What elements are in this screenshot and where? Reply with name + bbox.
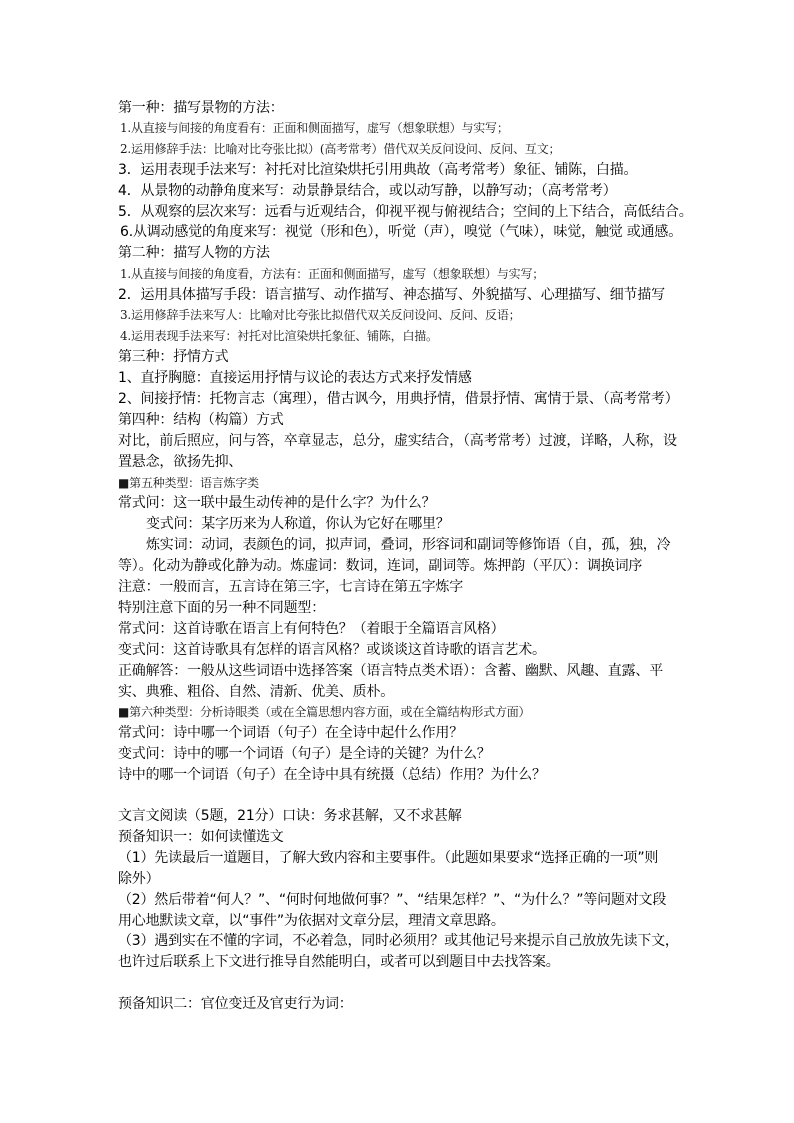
text-line: 除外） [118,871,160,887]
text-line: 等）。化动为静或化静为动。炼虚词：数词，连词，副词等。炼押韵（平仄）：调换词序 [118,558,643,574]
text-line: （3）遇到实在不懂的字词，不必着急，同时必须用？或其他记号来提示自己放放先读下文， [118,933,679,949]
text-line: 变式问：某字历来为人称道，你认为它好在哪里？ [146,516,450,532]
text-line: 炼实词：动词，表颜色的词，拟声词，叠词，形容词和副词等修饰语（自，孤，独，冷 [146,537,671,553]
heading-prep-knowledge-2: 预备知识二：官位变迁及官吏行为词： [118,996,353,1012]
heading-character-methods: 第二种：描写人物的方法 [118,245,270,261]
text-line: 正确解答：一般从这些词语中选择答案（语言特点类术语）：含蓄、幽默、风趣、直露、平 [118,663,663,679]
text-line: 3．运用表现手法来写：衬托对比渲染烘托引用典故（高考常考）象征、铺陈，白描。 [118,162,638,178]
heading-classical-reading: 文言文阅读（5题，21分）口诀：务求甚解，又不求甚解 [118,808,462,824]
heading-wording-type: ■第五种类型：语言炼字类 [118,476,259,490]
text-line: 常式问：诗中哪一个词语（句子）在全诗中起什么作用？ [118,725,463,741]
text-line: （1）先读最后一道题目，了解大致内容和主要事件。（此题如果要求“选择正确的一项”则 [118,850,659,866]
text-line: 6.从调动感觉的角度来写：视觉（形和色），听觉（声），嗅觉（气味），味觉，触觉 或通感。 [120,224,683,240]
text-line: 常式问：这一联中最生动传神的是什么字？为什么？ [118,495,436,511]
text-line: 常式问：这首诗歌在语言上有何特色？（着眼于全篇语言风格） [118,621,505,637]
text-line: 对比，前后照应，问与答，卒章显志，总分，虚实结合，（高考常考）过渡，详略，人称，设 [118,433,677,449]
text-line: 5．从观察的层次来写：远看与近观结合，仰视平视与俯视结合；空间的上下结合，高低结合。 [118,204,693,220]
text-line: 实、典雅、粗俗、自然、清新、优美、质朴。 [118,684,394,700]
heading-scenery-methods: 第一种：描写景物的方法： [118,100,284,116]
text-line: （2）然后带着“何人？”、“何时何地做何事？”、“结果怎样？”、“为什么？”等问题对文段 [118,892,667,908]
text-line: 4.运用表现手法来写：衬托对比渲染烘托象征、铺陈，白描。 [120,329,438,343]
heading-prep-knowledge-1: 预备知识一：如何读懂选文 [118,829,284,845]
text-line: 也许过后联系上下文进行推导自然能明白，或者可以到题目中去找答案。 [118,954,560,970]
text-line: 诗中的哪一个词语（句子）在全诗中具有统摄（总结）作用？为什么？ [118,767,546,783]
text-line: 置悬念，欲扬先抑、 [118,454,243,470]
text-line: 特别注意下面的另一种不同题型： [118,600,325,616]
heading-poem-eye-type: ■第六种类型：分析诗眼类（或在全篇思想内容方面，或在全篇结构形式方面） [118,705,531,719]
text-line: 3.运用修辞手法来写人：比喻对比夸张比拟借代双关反问设问、反问、反语； [120,308,521,322]
text-line: 2．运用具体描写手段：语言描写、动作描写、神态描写、外貌描写、心理描写、细节描写 [118,287,665,303]
heading-structure-methods: 第四种：结构（构篇）方式 [118,412,284,428]
text-line: 2.运用修辞手法：比喻对比夸张比拟）(高考常考）借代双关反问设问、反问、互文； [120,142,561,156]
text-line: 1.从直接与间接的角度看有：正面和侧面描写，虚写（想象联想）与实写； [120,121,509,135]
text-line: 1.从直接与间接的角度看，方法有：正面和侧面描写，虚写（想象联想）与实写； [120,267,545,281]
text-line: 变式问：诗中的哪一个词语（句子）是全诗的关键？为什么？ [118,746,491,762]
heading-lyric-methods: 第三种：抒情方式 [118,349,229,365]
text-line: 2、间接抒情：托物言志（寓理），借古讽今，用典抒情，借景抒情、寓情于景、（高考常考） [118,391,679,407]
text-line: 1、直抒胸臆：直接运用抒情与议论的表达方式来抒发情感 [118,370,472,386]
text-line: 4．从景物的动静角度来写：动景静景结合，或以动写静，以静写动；（高考常考） [118,183,617,199]
text-line: 注意：一般而言，五言诗在第三字，七言诗在第五字炼字 [118,579,463,595]
text-line: 用心地默读文章，以“事件”为依据对文章分层，理清文章思路。 [118,913,505,929]
text-line: 变式问：这首诗歌具有怎样的语言风格？或谈谈这首诗歌的语言艺术。 [118,642,546,658]
